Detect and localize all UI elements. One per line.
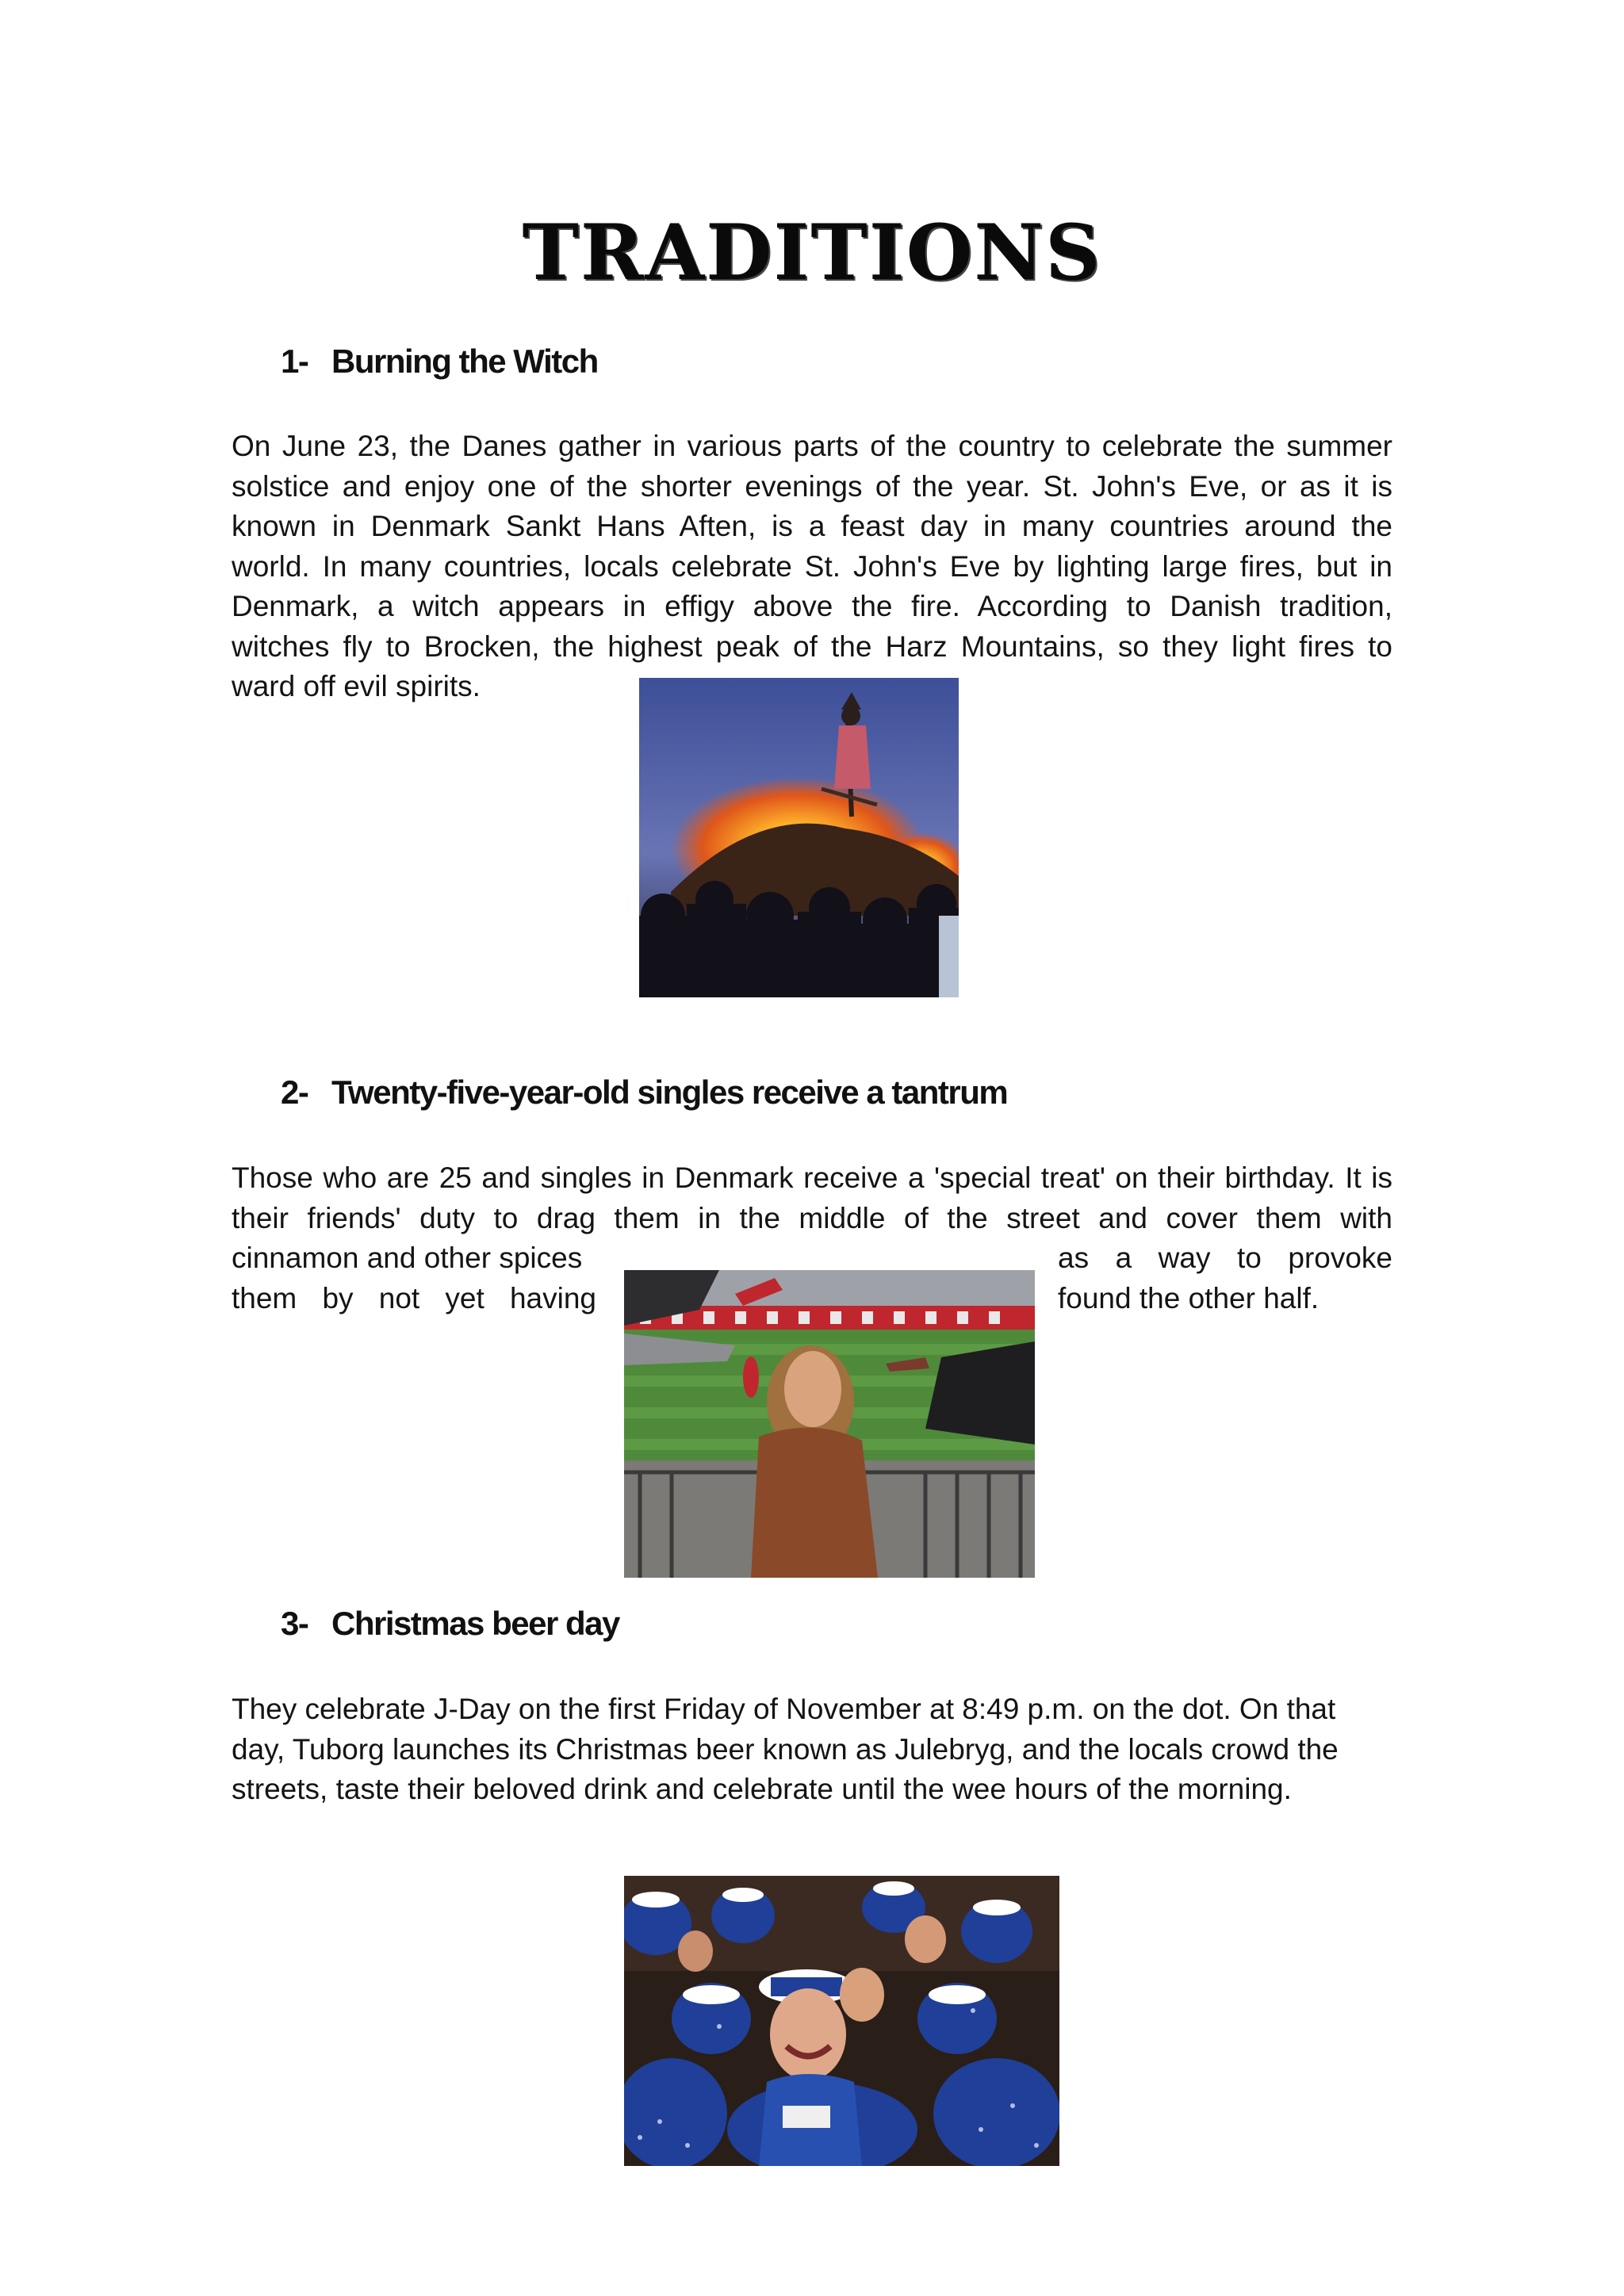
body-line: Those who are 25 and singles in Denmark receive a 'special treat' on their birthday. It is: [232, 1161, 1392, 1194]
wrap-text-left: [232, 1238, 596, 1318]
body-line: day, Tuborg launches its Christmas beer known as Julebryg, and the locals crowd the: [232, 1732, 1339, 1766]
body-line: known in Denmark Sankt Hans Aften, is a feast day in many countries around the: [232, 510, 1392, 542]
cinnamon-stadium-photo: [624, 1270, 1035, 1578]
bonfire-witch-photo: [639, 678, 959, 997]
body-line: them by not yet having: [232, 1281, 596, 1314]
julebryg-crowd-photo: [624, 1876, 1059, 2166]
body-line: ward off evil spirits.: [232, 670, 481, 702]
section-number: 2-: [281, 1073, 308, 1111]
body-line: Denmark, a witch appears in effigy above the fire. According to Danish tradition,: [232, 590, 1392, 622]
bonfire-witch-illustration: [639, 678, 959, 997]
section-title: Christmas beer day: [331, 1605, 619, 1642]
section-number: 1-: [281, 342, 308, 380]
body-line: They celebrate J-Day on the first Friday of November at 8:49 p.m. on the dot. On that: [232, 1693, 1336, 1725]
julebryg-crowd-illustration: [624, 1876, 1059, 2166]
section-heading-burning-the-witch: [281, 342, 598, 381]
body-line: witches fly to Brocken, the highest peak of the Harz Mountains, so they light fires to: [232, 629, 1392, 663]
wrap-text-right: [1058, 1238, 1392, 1318]
body-line: streets, taste their beloved drink and celebrate until the wee hours of the morning.: [232, 1773, 1292, 1805]
section-title: Burning the Witch: [331, 342, 598, 380]
cinnamon-stadium-illustration: [624, 1270, 1035, 1578]
section-number: 3-: [281, 1605, 308, 1642]
page-title: TRADITIONS: [522, 208, 1102, 297]
body-line: On June 23, the Danes gather in various parts of the country to celebrate the summer: [232, 430, 1392, 462]
body-line: found the other half.: [1058, 1281, 1320, 1314]
body-line: world. In many countries, locals celebrate St. John's Eve by lighting large fires, but in: [232, 549, 1392, 583]
section-body-twenty-five-singles: [232, 1158, 1392, 1238]
section-heading-twenty-five-singles: [281, 1073, 1007, 1112]
body-line: solstice and enjoy one of the shorter evenings of the year. St. John's Eve, or as it is: [232, 469, 1392, 503]
section-body-christmas-beer-day: [232, 1689, 1392, 1810]
body-line: as a way to provoke: [1058, 1242, 1392, 1274]
section-title: Twenty-five-year-old singles receive a tantrum: [331, 1073, 1008, 1111]
body-line: their friends' duty to drag them in the middle of the street and cover them with: [232, 1201, 1392, 1234]
body-line: cinnamon and other spices: [232, 1242, 583, 1274]
section-heading-christmas-beer-day: [281, 1605, 619, 1643]
section-body-burning-the-witch: [232, 427, 1392, 707]
